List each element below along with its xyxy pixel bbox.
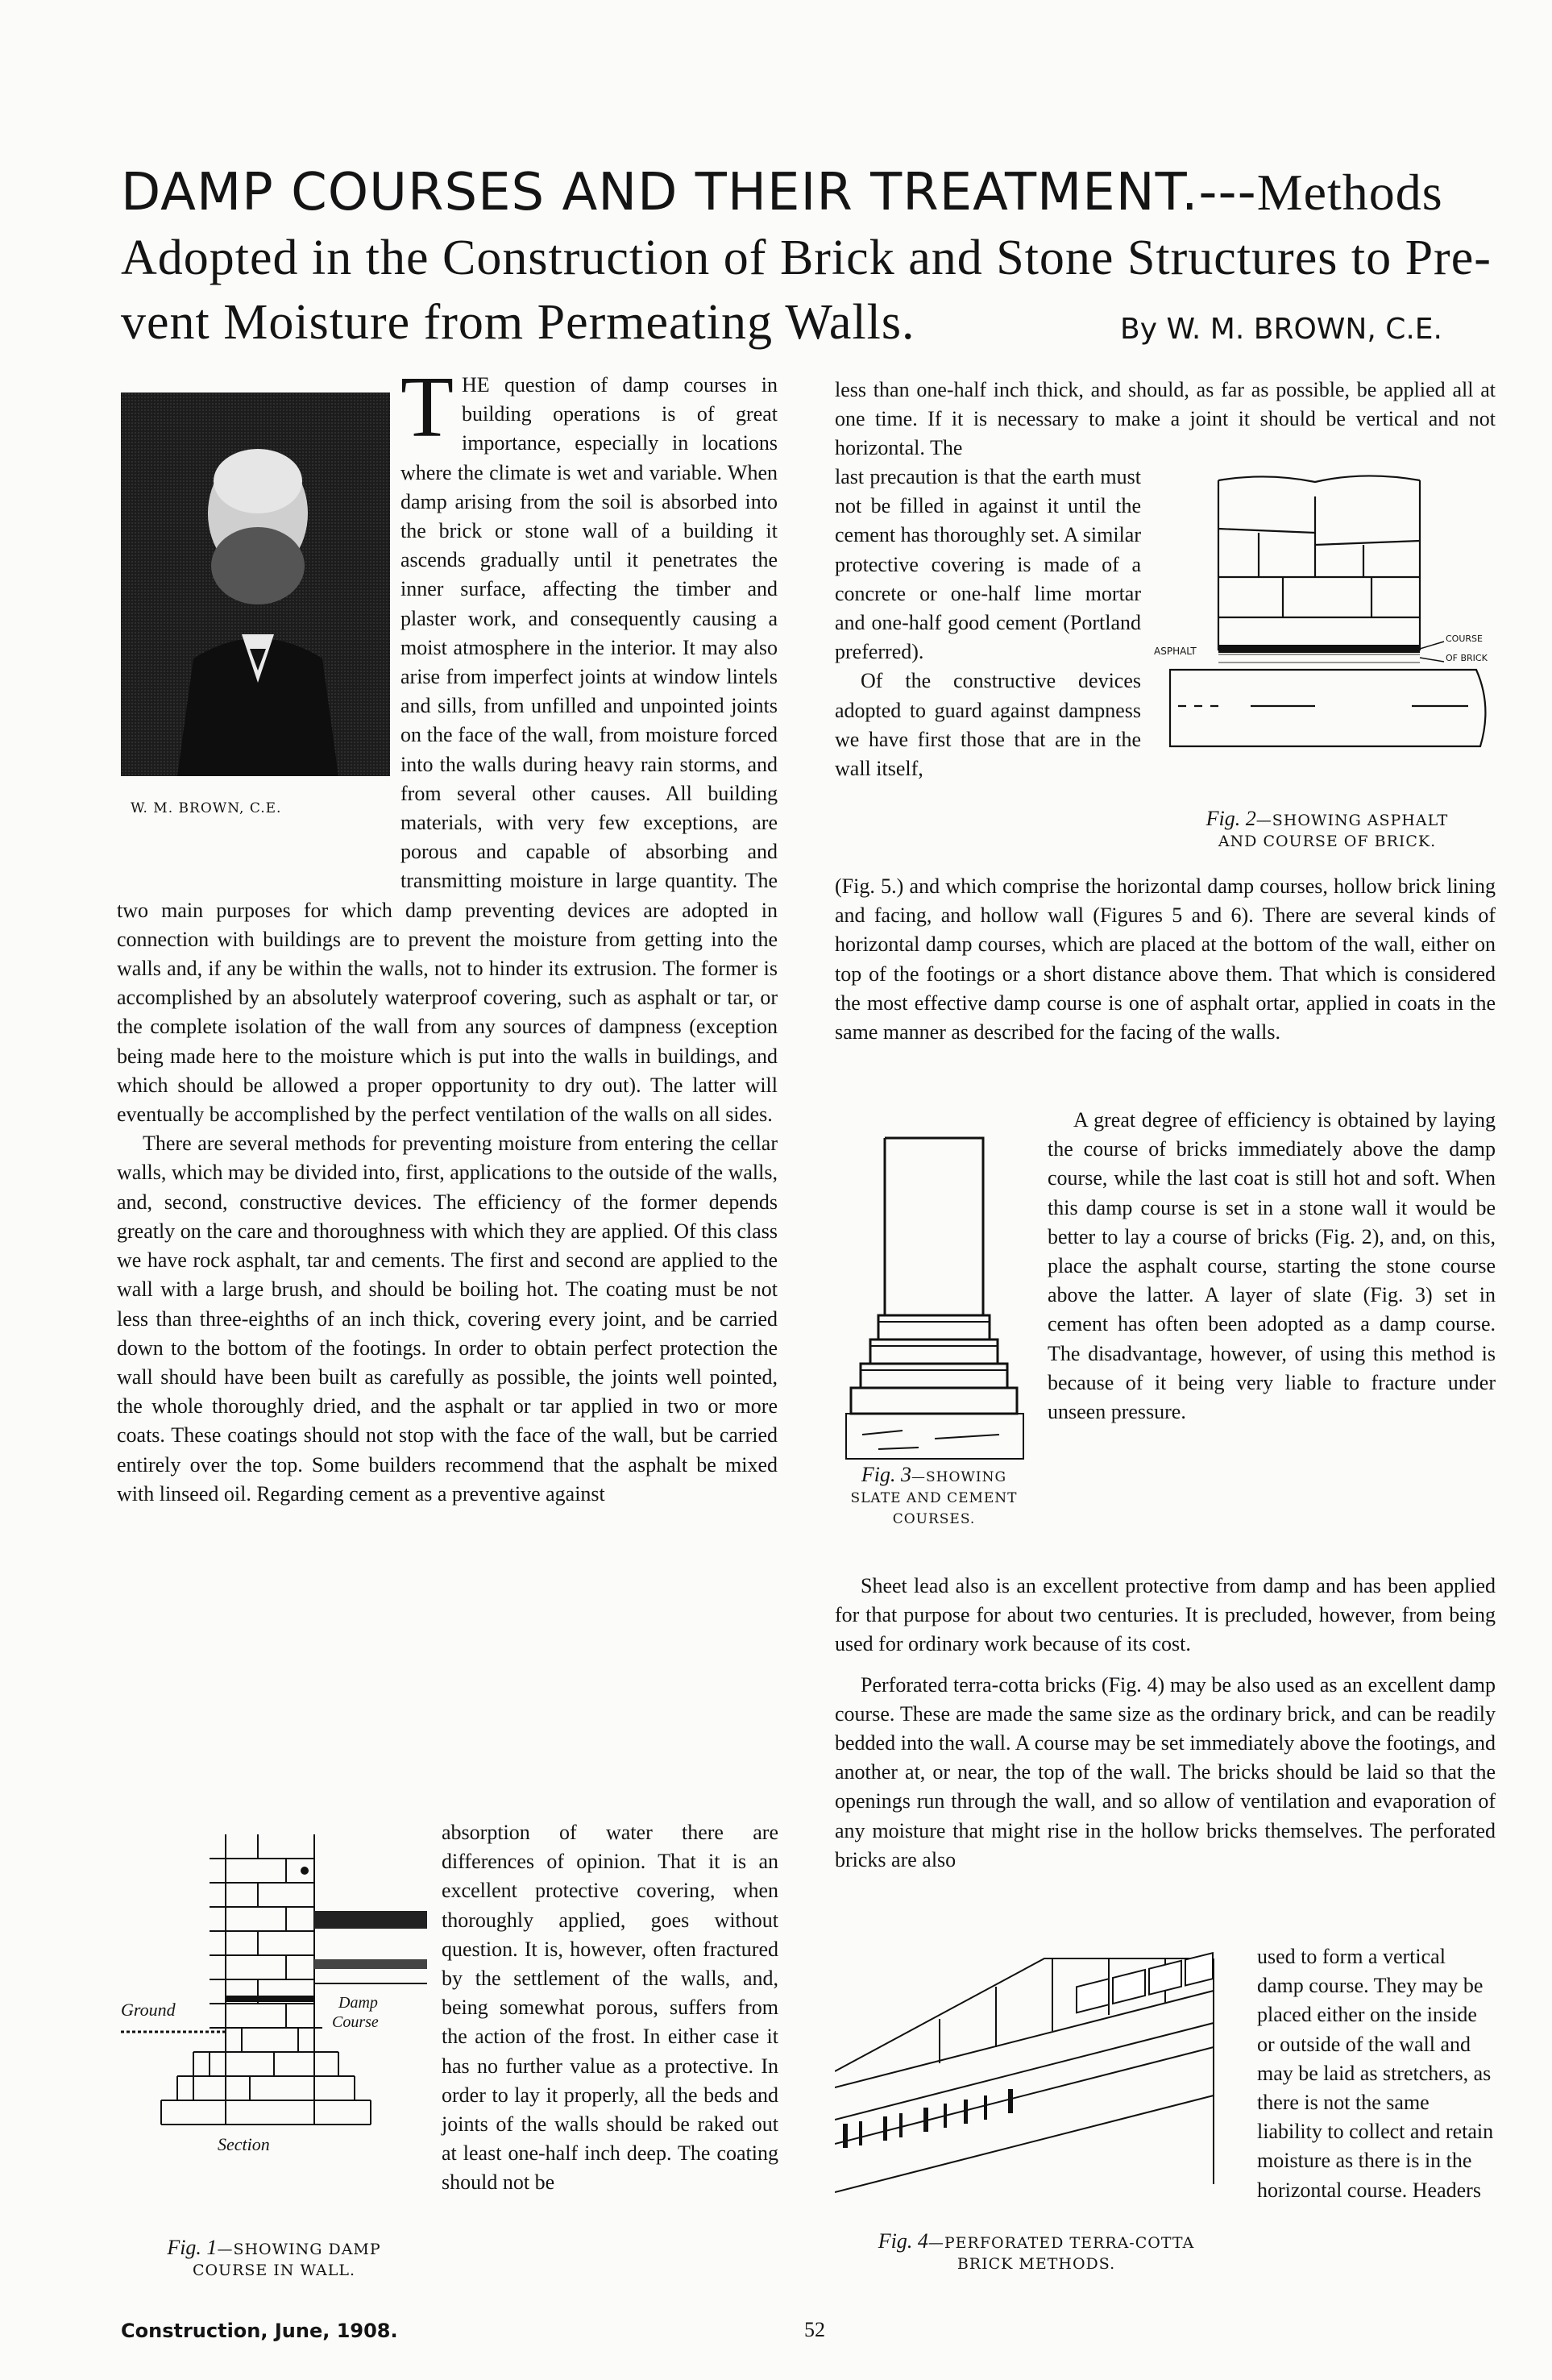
- fig3-caption-text2: SLATE AND CEMENT: [850, 1490, 1018, 1506]
- col2-paragraph-5b: used to form a vertical damp course. They may be placed either on the inside or outside of the wall and may be laid as stretchers, as there is not the same liability to collect and retain moisture as there is in the horizontal course. Headers: [1257, 1945, 1494, 2202]
- col2-paragraph-2b: (Fig. 5.) and which comprise the horizontal damp courses, hollow brick lining and facing, and hollow wall (Figures 5 and 6). There are several kinds of horizontal damp courses, which are placed at the bottom of the wall, either on top of the footings or a short distance above them. That which is considered the most effective damp course is one of asphalt ortar, applied in coats in the same manner as described for the facing of the walls.: [835, 874, 1496, 1045]
- column-1: [117, 359, 778, 1509]
- fig2-label-asphalt: ASPHALT: [1154, 646, 1197, 657]
- column-2-middle: [835, 872, 1496, 1047]
- portrait-float: [117, 371, 400, 869]
- col2-paragraph-2: Of the constructive devices adopted to guard against dampness we have first those that are in the wall itself,: [835, 669, 1141, 781]
- fig4-caption-fig: Fig. 4: [878, 2229, 928, 2253]
- fig2-caption-fig: Fig. 2: [1205, 807, 1256, 830]
- fig2-caption-text: —SHOWING ASPHALT: [1255, 812, 1449, 829]
- fig1-caption-text: —SHOWING DAMP: [217, 2241, 381, 2258]
- col2-paragraph-1: less than one-half inch thick, and should, as far as possible, be applied all at one time. If it is necessary to make a joint it should be vertical and not horizontal. The: [835, 378, 1496, 460]
- col2-paragraph-5: Perforated terra-cotta bricks (Fig. 4) may be also used as an excellent damp course. These are made the same size as the ordinary brick, and can be readily bedded into the wall. A course may be set immediately above the footings, and another at, or near, the top of the wall. The bricks should be laid so that the openings run through the wall, and so allow of ventilation and evaporation of any moisture that might rise in the hollow bricks themselves. The perforated bricks are also: [835, 1672, 1496, 1871]
- paragraph-1-text: HE question of damp courses in building operations is of great importance, especially in locations where the climate is wet and variable. When damp arising from the soil is absorbed into the brick or stone wall of a building it ascends gradually until it penetrates the inner surface, affecting the timber and plaster work, and consequently causing a moist atmosphere in the interior. It may also arise from imperfect joints at window lintels and sills, from unfilled and unpointed joints on the face of the wall, from moisture forced into the walls during heavy rain storms, and from several other causes. All building materials, with very few exceptions, are porous and capable of absorbing and transmitting moisture in large quantity. The two main purposes for which damp preventing devices are adopted in connection with buildings are to prevent the moisture from getting into the walls and, if any be within the walls, not to hinder its extrusion. The former is accomplished by an absolutely waterproof covering, such as asphalt or tar, or the complete isolation of the wall from any sources of dampness (exception being made here to the moisture which is put into the walls in buildings, and which should be allowed a proper opportunity to dry out). The latter will eventually be accomplished by the perfect ventilation of the walls on all sides.: [117, 373, 778, 1127]
- page-number: 52: [804, 2318, 825, 2341]
- fig2-caption-text2: AND COURSE OF BRICK.: [1218, 833, 1437, 850]
- portrait-caption: W. M. BROWN, C.E.: [131, 800, 282, 816]
- byline: By W. M. BROWN, C.E.: [1120, 313, 1442, 346]
- title-line-2: Adopted in the Construction of Brick and Stone Structures to Pre-: [121, 231, 1492, 285]
- paragraph-2: [117, 1129, 778, 1509]
- title-line-3: vent Moisture from Permeating Walls.: [121, 295, 915, 350]
- fig2-caption: [1154, 808, 1500, 852]
- paragraph-2-continued: absorption of water there are differences of opinion. That it is an excellent protective covering, when thoroughly applied, goes without question. It is, however, often fractured by the settlement of the walls, and, being somewhat porous, suffers from the action of the frost. In either case it has no further value as a protective. In order to lay it properly, all the beds and joints of the walls should be raked out at least one-half inch deep. The coating should not be: [442, 1821, 778, 2195]
- fig1-label-course: Course: [332, 2013, 379, 2031]
- figure-3: [838, 1128, 1031, 1467]
- fig3-caption-fig: Fig. 3: [861, 1463, 912, 1486]
- col2-paragraph-1b: last precaution is that the earth must not be filled in against it until the cement has thoroughly set. A similar protective covering is made of a concrete or one-half lime mortar and one-half good cement (Portland preferred).: [835, 465, 1141, 664]
- column-2-beside-fig3: [1048, 1106, 1496, 1427]
- fig3-caption: [825, 1464, 1043, 1530]
- fig4-caption-text2: BRICK METHODS.: [957, 2255, 1116, 2273]
- fig4-caption-text: —PERFORATED TERRA-COTTA: [927, 2234, 1195, 2252]
- fig1-label-damp: Damp: [338, 1994, 378, 2012]
- paragraph-2-text: There are several methods for preventing moisture from entering the cellar walls, which may be divided into, first, applications to the outside of the walls, and, second, constructive devices. The efficiency of the former depends greatly on the care and thoroughness with which they are applied. Of this class we have rock asphalt, tar and cements. The first and second are applied to the wall with a large brush, and should be boiling hot. The coating must be not less than three-eighths of an inch thick, covering every joint, and be carried down to the bottom of the footings. In order to obtain perfect protection the wall should have been built as carefully as possible, the joints well pointed, the whole thoroughly dried, and the asphalt or tar applied in two or more coats. These coatings should not stop with the face of the wall, but be carried entirely over the top. Some builders recommend that the asphalt be mixed with linseed oil. Regarding cement as a preventive against: [117, 1132, 778, 1506]
- column-2-top: [835, 376, 1496, 463]
- figure-1: [121, 1834, 427, 2181]
- figure-2: [1154, 464, 1500, 811]
- column-2-lower: [835, 1572, 1496, 1875]
- fig2-label-brick: OF BRICK: [1446, 653, 1488, 663]
- fig1-caption-text2: COURSE IN WALL.: [192, 2262, 356, 2279]
- figure-4: [835, 1942, 1238, 2216]
- col2-paragraph-3: A great degree of efficiency is obtained by laying the course of bricks immediately above the damp course, while the last coat is still hot and soft. When this damp course is set in a stone wall it would be better to lay a course of bricks (Fig. 2), and, on this, place the asphalt course, starting the stone course above the latter. A layer of slate (Fig. 3) set in cement has often been adopted as a damp course. The disadvantage, however, of using this method is because of it being very liable to fracture under unseen pressure.: [1048, 1108, 1496, 1424]
- title-main: DAMP COURSES AND THEIR TREATMENT.---: [121, 163, 1257, 222]
- footer-source: Construction, June, 1908.: [121, 2320, 398, 2342]
- drop-cap: T: [400, 359, 454, 455]
- column-1-continued: [442, 1818, 778, 2198]
- title-methods: Methods: [1256, 164, 1443, 221]
- fig1-label-ground: Ground: [121, 2000, 176, 2020]
- fig3-caption-text: —SHOWING: [911, 1469, 1007, 1485]
- column-2-beside-fig4: [1257, 1942, 1496, 2205]
- fig3-caption-text3: COURSES.: [892, 1511, 976, 1527]
- fig4-caption: [835, 2231, 1238, 2274]
- article-title: [121, 163, 1507, 222]
- column-2-narrow: [835, 463, 1141, 783]
- fig1-caption-fig: Fig. 1: [167, 2236, 218, 2259]
- fig1-label-section: Section: [218, 2134, 270, 2154]
- fig1-caption: [121, 2237, 427, 2281]
- col2-paragraph-4: Sheet lead also is an excellent protective from damp and has been applied for that purpose for about two centuries. It is precluded, however, from being used for ordinary work because of its cost.: [835, 1574, 1496, 1656]
- fig2-label-course: COURSE: [1446, 633, 1483, 644]
